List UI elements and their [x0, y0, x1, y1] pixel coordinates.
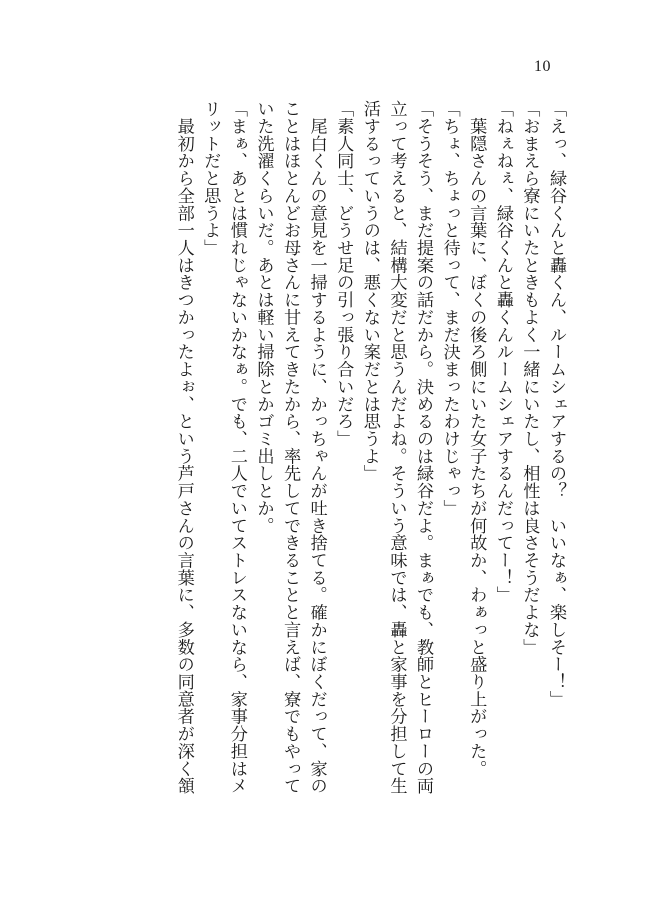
text-line: 活するっていうのは、悪くない案だとは思うよ」	[359, 100, 380, 482]
text-line: リットだと思うよ」	[200, 100, 221, 257]
text-line: 立って考えると、結構大変だと思うんだよね。そういう意味では、轟と家事を分担して生	[386, 100, 407, 795]
vertical-text-body	[69, 100, 569, 816]
text-line: 葉隠さんの言葉に、ぼくの後ろ側にいた女子たちが何故か、わぁっと盛り上がった。	[466, 100, 487, 778]
text-line: 「素人同士、どうせ足の引っ張り合いだろ」	[333, 100, 354, 448]
text-line: 「そうそう、まだ提案の話だから。決めるのは緑谷だよ。まぁでも、教師とヒーローの両	[413, 100, 434, 795]
text-line: 「ちょ、ちょっと待って、まだ決まったわけじゃっ」	[439, 100, 460, 517]
text-line: 「えっ、緑谷くんと轟くん、ルームシェアするの？ いいなぁ、楽しそー！」	[546, 100, 566, 708]
text-line: 「ねぇねぇ、緑谷くんと轟くんルームシェアするんだってー！」	[492, 100, 513, 604]
text-line: 最初から全部一人はきつかったよぉ、という芦戸さんの言葉に、多数の同意者が深く頷	[173, 100, 194, 795]
text-line: いた洗濯くらいだ。あとは軽い掃除とかゴミ出しとか。	[253, 100, 274, 534]
text-line: 「おまえら寮にいたときもよく一緒にいたし、相性は良さそうだよな」	[519, 100, 540, 656]
page-number: 10	[534, 58, 551, 75]
text-line: ことはほとんどお母さんに甘えてきたから、率先してできることと言えば、寮でもやって	[280, 100, 301, 795]
text-line: 尾白くんの意見を一掃するように、かっちゃんが吐き捨てる。確かにぼくだって、家の	[306, 100, 327, 795]
text-line: 「まぁ、あとは慣れじゃないかなぁ。でも、二人でいてストレスないなら、家事分担はメ	[226, 100, 247, 795]
